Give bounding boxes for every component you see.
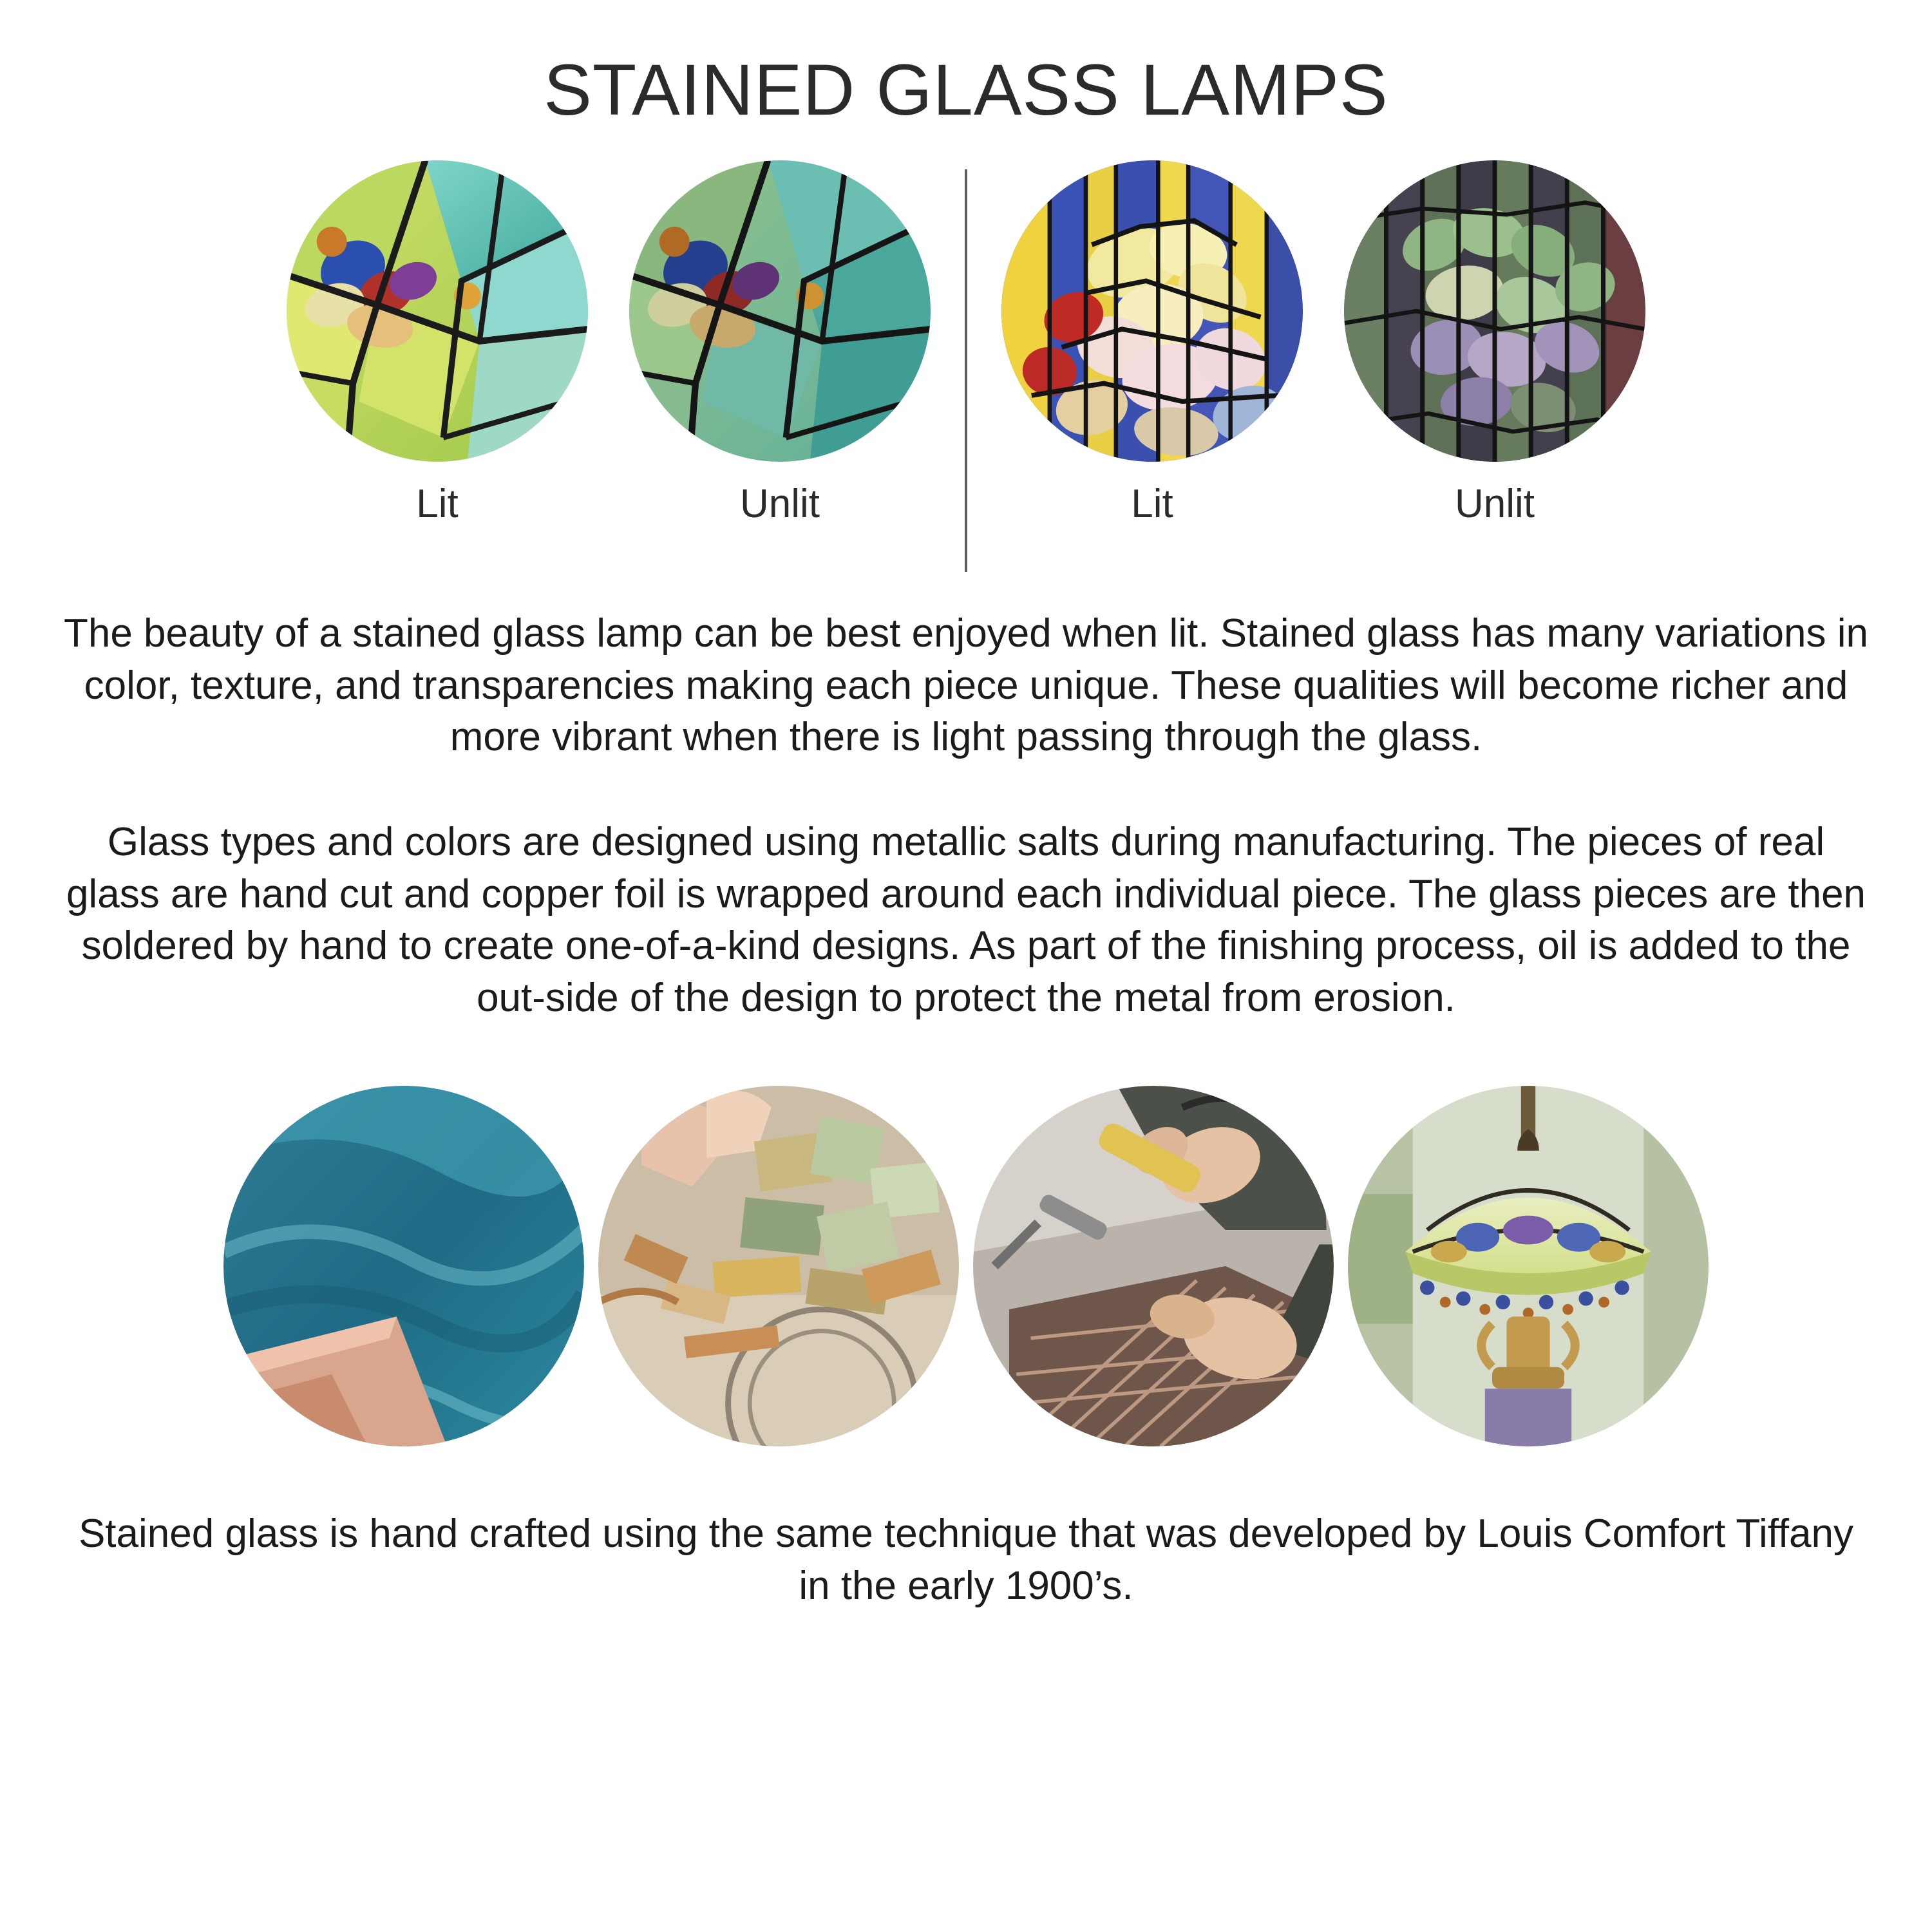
stained-glass-swatch-lit-teal [287,160,588,462]
comparison-row [0,160,1932,572]
swatch-caption: Unlit [739,482,820,527]
blue-glass-sheet-photo [223,1086,584,1446]
soldering-iron-photo [973,1086,1334,1446]
vertical-divider [965,169,967,572]
swatch-cell-unlit-floral [1343,160,1646,527]
paragraph-manufacturing: Glass types and colors are designed using metallic salts during manufacturing. The pieces of real glass are hand cut and copper foil is wrapped around each individual piece. The glass pieces are then soldered by hand to create one-of-a-kind designs. As part of the finishing process, oil is added to the out-side of the design to protect the metal from erosion. [66,819,1866,1020]
page-title: STAINED GLASS LAMPS [544,50,1388,130]
comparison-group-1 [258,160,960,527]
swatch-cell-lit-floral [1001,160,1303,527]
hand-cut-glass-pieces-photo [598,1086,959,1446]
stained-glass-swatch-unlit-floral [1344,160,1645,462]
footer-text: Stained glass is hand crafted using the same technique that was developed by Louis Comfort Tiffany in the early 1900’s. [78,1511,1854,1608]
swatch-cell-lit-teal [286,160,589,527]
comparison-group-2 [972,160,1674,527]
finished-tiffany-lamp-photo [1348,1086,1709,1446]
process-image-row [0,1086,1932,1446]
stained-glass-swatch-unlit-teal [629,160,931,462]
swatch-caption: Lit [416,482,459,527]
swatch-cell-unlit-teal [629,160,931,527]
paragraph-lit-beauty: The beauty of a stained glass lamp can be best enjoyed when lit. Stained glass has many variations in color, texture, and transparencies making each piece unique. These qualities will become richer and more vibrant when there is light passing through the glass. [64,611,1868,760]
swatch-caption: Lit [1131,482,1173,527]
stained-glass-swatch-lit-floral [1001,160,1303,462]
swatch-caption: Unlit [1454,482,1535,527]
